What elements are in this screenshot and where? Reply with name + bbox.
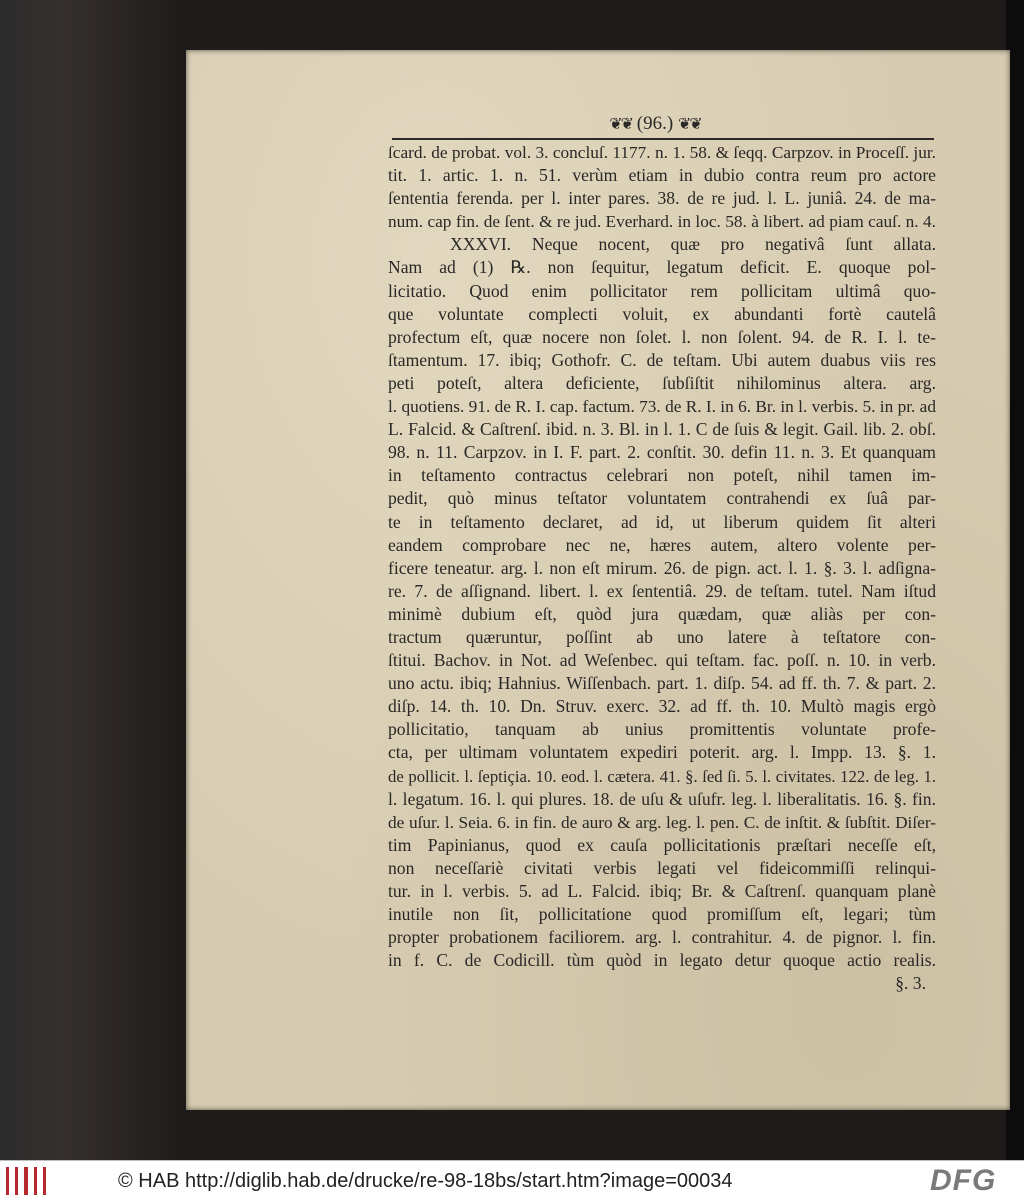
text-line: licitatio. Quod enim pollicitator rem pollicitam ultimâ quo- (388, 280, 936, 301)
dfg-logo: DFG (930, 1164, 997, 1197)
text-line: 98. n. 11. Carpzov. in I. F. part. 2. conſtit. 30. defin 11. n. 3. Et quanquam (388, 442, 936, 463)
copyright-link[interactable]: © HAB http://diglib.hab.de/drucke/re-98-18bs/start.htm?image=00034 (118, 1170, 733, 1192)
text-line: l. legatum. 16. l. qui plures. 18. de uſu & uſufr. leg. l. liberalitatis. 16. §. fin. (388, 788, 936, 809)
text-line: cta, per ultimam voluntatem expediri poterit. arg. l. Impp. 13. §. 1. (388, 742, 936, 763)
text-line: ſcard. de probat. vol. 3. concluſ. 1177. n. 1. 58. & ſeqq. Carpzov. in Proceſſ. jur. (388, 143, 936, 162)
text-line: profectum eſt, quæ nocere non ſolet. l. non ſolent. 94. de R. I. l. te- (388, 326, 936, 347)
text-line: tit. 1. artic. 1. n. 51. verùm etiam in dubio contra reum pro actore (388, 165, 936, 186)
text-line: in f. C. de Codicill. tùm quòd in legato detur quoque actio realis. (388, 950, 936, 971)
text-line: Nam ad (1) ℞. non ſequitur, legatum deficit. E. quoque pol- (388, 257, 936, 278)
text-line: tur. in l. verbis. 5. ad L. Falcid. ibiq; Br. & Caſtrenſ. quanquam planè (388, 881, 936, 901)
text-line: de uſur. l. Seia. 6. in fin. de auro & arg. leg. l. pen. C. de inſtit. & ſubſtit. Diſer- (388, 812, 936, 832)
text-line: ſtamentum. 17. ibiq; Gothofr. C. de teſtam. Ubi autem duabus viis res (388, 349, 936, 370)
section-heading-line: XXXVI. Neque nocent, quæ pro negativâ ſunt allata. (450, 234, 936, 255)
text-line: num. cap fin. de ſent. & re jud. Everhard. in loc. 58. à libert. ad piam cauſ. n. 4. (388, 212, 936, 232)
ornament-right-icon: ❦❦ (677, 116, 701, 133)
text-line: diſp. 14. th. 10. Dn. Struv. exerc. 32. ad ff. th. 10. Multò magis ergò (388, 696, 936, 717)
text-line: L. Falcid. & Caſtrenſ. ibid. n. 3. Bl. in l. 1. C de ſuis & legit. Gail. lib. 2. obſ. (388, 419, 936, 440)
text-line: peti poteſt, altera deficiente, ſubſiſtit nihilominus altera. arg. (388, 372, 936, 393)
text-line: propter probationem faciliorem. arg. l. contrahitur. 4. de pignor. l. fin. (388, 927, 936, 948)
viewer-footer (0, 1160, 1024, 1201)
text-line: ficere teneatur. arg. l. non eſt mirum. 26. de pign. act. l. 1. §. 3. l. adſigna- (388, 557, 936, 578)
text-line: eandem comprobare nec ne, hæres autem, altero volente per- (388, 534, 936, 555)
text-line: in teſtamento contractus celebrari non poteſt, nihil tamen im- (388, 465, 936, 486)
page-number: (96.) (636, 113, 674, 134)
catchword: §. 3. (895, 973, 926, 994)
ornament-left-icon: ❦❦ (609, 116, 633, 133)
text-line: non neceſſariè civitati verbis legati vel fideicommiſſi relinqui- (388, 857, 936, 878)
text-line: l. quotiens. 91. de R. I. cap. factum. 73. de R. I. in 6. Br. in l. verbis. 5. in pr. ad (388, 397, 936, 417)
text-line: tractum quæruntur, poſſint ab uno latere à teſtatore con- (388, 626, 936, 647)
header-rule (392, 138, 934, 140)
hab-logo-icon (6, 1167, 46, 1195)
text-line: pollicitatio, tanquam ab unius promittentis voluntate profe- (388, 719, 936, 740)
text-line: ſtitui. Bachov. in Not. ad Weſenbec. qui teſtam. fac. poſſ. n. 10. in verb. (388, 650, 936, 671)
text-line: uno actu. ibiq; Hahnius. Wiſſenbach. part. 1. diſp. 54. ad ff. th. 7. & part. 2. (388, 673, 936, 694)
text-line: pedit, quò minus teſtator voluntatem contrahendi ex ſuâ par- (388, 488, 936, 509)
body-text (388, 141, 936, 995)
text-line: re. 7. de aſſignand. libert. l. ex ſententiâ. 29. de teſtam. tutel. Nam iſtud (388, 580, 936, 601)
text-line: minimè dubium eſt, quòd jura quædam, quæ aliàs per con- (388, 603, 936, 624)
text-line: que voluntate complecti voluit, ex abundanti fortè cautelâ (388, 303, 936, 324)
text-line: de pollicit. l. ſeptiçia. 10. eod. l. cætera. 41. §. ſed ſi. 5. l. civitates. 122. de leg. 1. (388, 766, 936, 786)
text-line: ſententia ferenda. per l. inter pares. 38. de re jud. l. L. juniâ. 24. de ma- (388, 188, 936, 209)
text-line: te in teſtamento declaret, ad id, ut liberum quidem ſit alteri (388, 511, 936, 532)
text-line: tim Papinianus, quod ex cauſa pollicitationis præſtari neceſſe eſt, (388, 834, 936, 855)
text-line: inutile non ſit, pollicitatione quod promiſſum eſt, legari; tùm (388, 904, 936, 925)
page-header (600, 113, 710, 135)
